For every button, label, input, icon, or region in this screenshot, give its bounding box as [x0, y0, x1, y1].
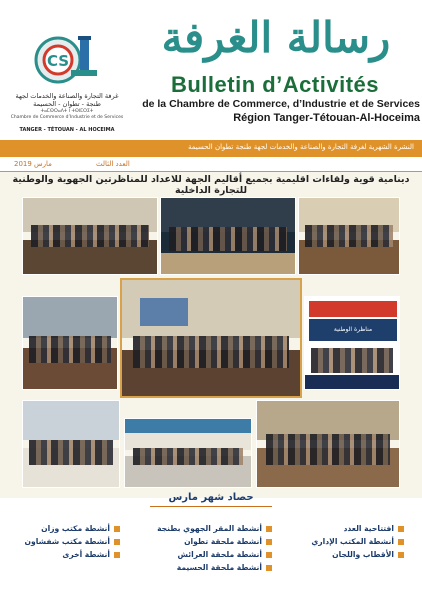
conference-banner: مناظرة الوطنية	[309, 319, 397, 341]
title-arabic: رسالة الغرفة	[161, 13, 391, 62]
issue-bar	[0, 157, 422, 172]
meeting-photo-5	[304, 296, 400, 390]
projection-screen	[140, 298, 188, 326]
bullet-icon	[398, 552, 404, 558]
bullet-icon	[266, 526, 272, 532]
issue-number: العدد الثالث	[96, 160, 130, 168]
toc-item[interactable]: أنشطة ملحقة تطوان	[157, 535, 272, 548]
bullet-icon	[398, 526, 404, 532]
issue-date: مارس 2019	[14, 160, 52, 168]
org-name-arabic: غرفة التجارة والصناعة والخدمات لجهة طنجة - تطوان - الحسيمة	[15, 92, 119, 108]
meeting-photo-6	[22, 400, 120, 488]
header	[0, 0, 422, 140]
toc-column-right	[311, 522, 404, 561]
bullet-icon	[398, 539, 404, 545]
toc-item[interactable]: أنشطة مكتب شفشاون	[25, 535, 120, 548]
meeting-photo-4	[22, 296, 118, 390]
toc-item[interactable]: افتتاحية العدد	[311, 522, 404, 535]
meeting-photo-3	[298, 197, 400, 275]
meeting-photo-1	[22, 197, 158, 275]
headline: دينامية قوية ولقاءات اقليمية بجميع أقاليم الجهة للاعداد للمناظرتين الجهوية والوطنية للتجارة الداخلية	[12, 174, 410, 196]
meeting-photo-2	[160, 197, 296, 275]
info-band	[0, 140, 422, 157]
bullet-icon	[266, 565, 272, 571]
bullet-icon	[114, 526, 120, 532]
toc-title: حصاد شهر مارس	[168, 492, 254, 503]
org-name-french: Chambre de Commerce d’Industrie et de Services	[10, 115, 124, 120]
chamber-logo-icon	[30, 30, 100, 90]
bullet-icon	[114, 552, 120, 558]
logo-letters: CS	[46, 52, 70, 70]
toc-divider	[150, 506, 272, 507]
toc-column-left	[25, 522, 120, 561]
org-name-tifinagh: ⵜⴰⵎⵙⵔⴰⴷⵜ ⵏ ⵜⵙⵏⵎⵔⵉⵜ	[40, 109, 94, 114]
toc-item[interactable]: أنشطة ملحقة الحسيمة	[157, 561, 272, 574]
toc-item[interactable]: أنشطة أخرى	[25, 548, 120, 561]
toc-item[interactable]: أنشطة المقر الجهوي بطنجة	[157, 522, 272, 535]
toc-item[interactable]: أنشطة مكتب وزان	[25, 522, 120, 535]
title-french: Bulletin d’Activités	[170, 72, 380, 97]
bullet-icon	[266, 539, 272, 545]
org-region: TANGER - TÉTOUAN - AL HOCEIMA	[19, 127, 115, 133]
toc-column-middle	[157, 522, 272, 574]
meeting-photo-featured	[120, 278, 302, 398]
subtitle-chamber: de la Chambre de Commerce, d’Industrie et de Services	[142, 98, 420, 110]
subtitle-region: Région Tanger-Tétouan-Al-Hoceima	[233, 112, 420, 124]
toc-item[interactable]: أنشطة ملحقة العرائش	[157, 548, 272, 561]
bullet-icon	[266, 552, 272, 558]
meeting-photo-8	[256, 400, 400, 488]
toc-item[interactable]: الأقطاب واللجان	[311, 548, 404, 561]
bullet-icon	[114, 539, 120, 545]
meeting-photo-7	[124, 418, 252, 488]
band-text: النشرة الشهرية لغرفة التجارة والصناعة والخدمات لجهة طنجة تطوان الحسيمة	[187, 143, 414, 151]
toc-item[interactable]: أنشطة المكتب الإداري	[311, 535, 404, 548]
